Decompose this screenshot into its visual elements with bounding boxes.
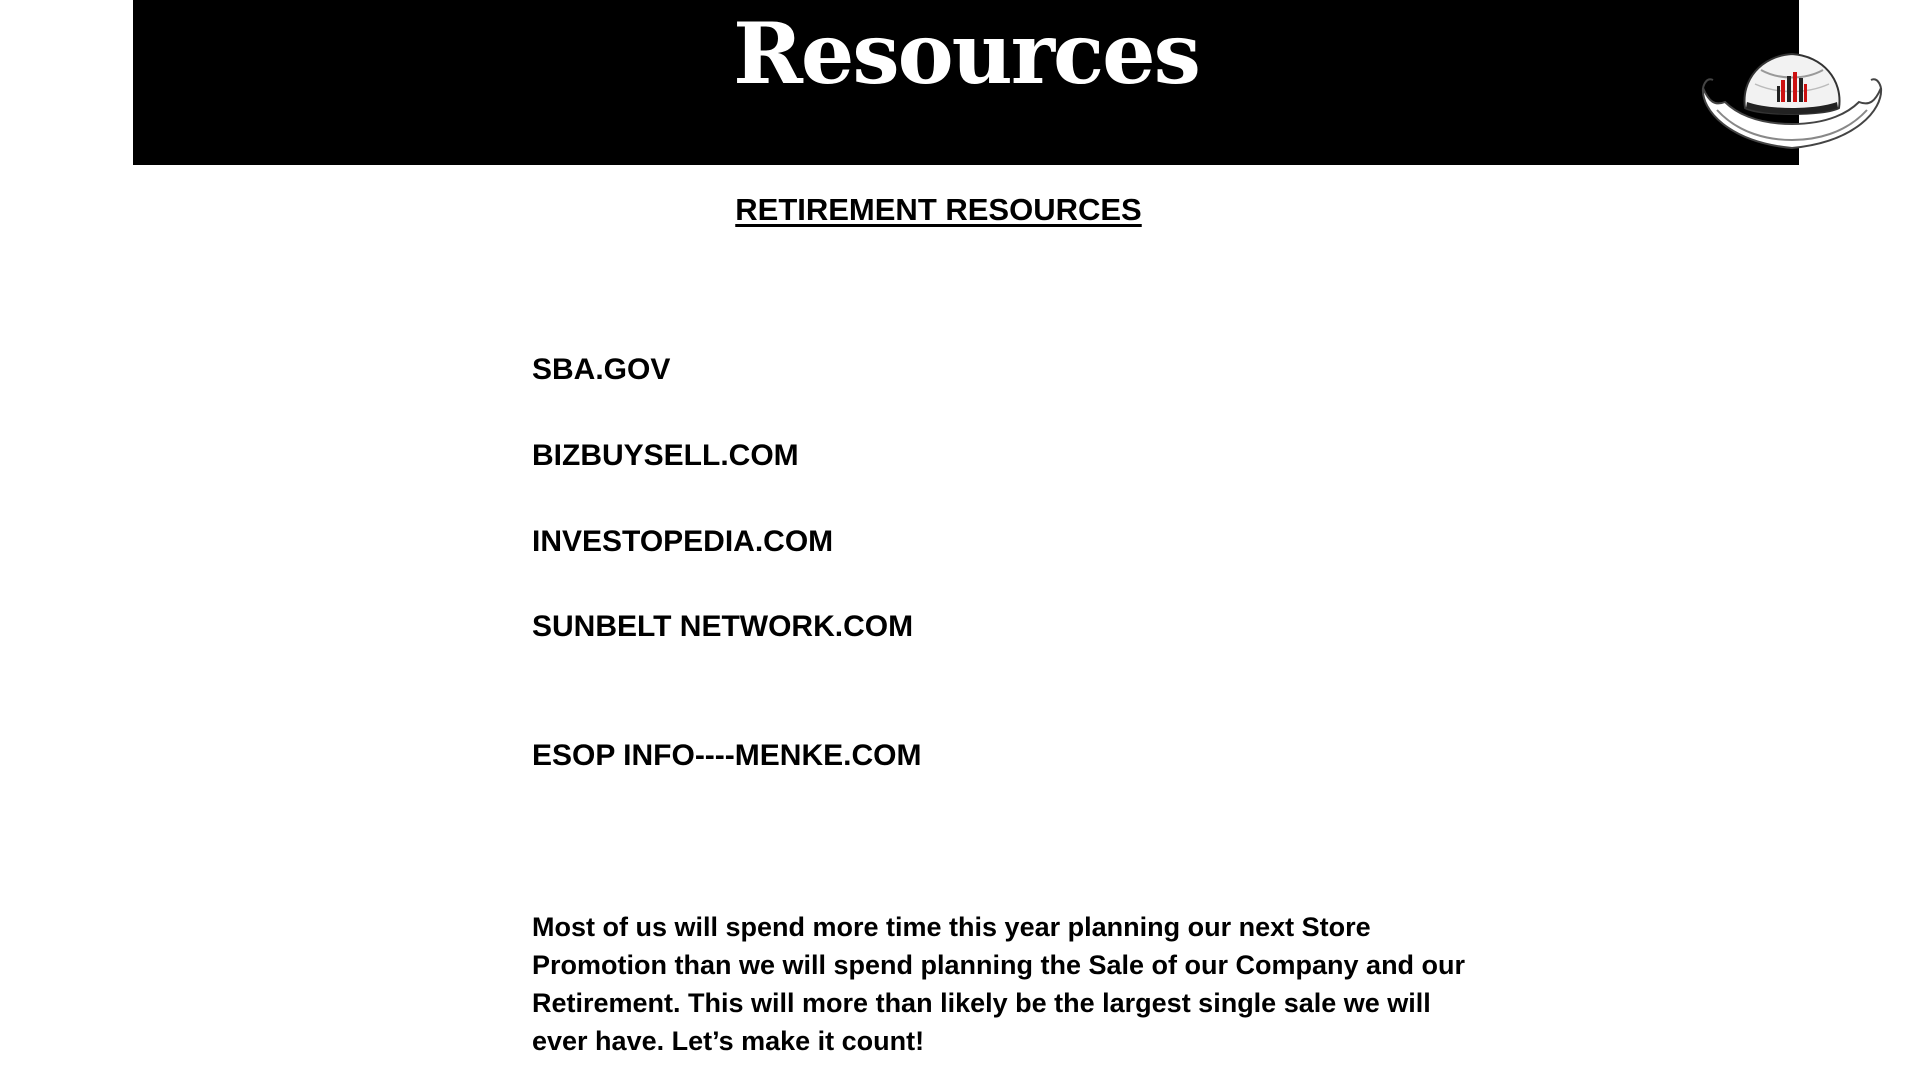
resource-link-esop-menke[interactable]: ESOP INFO----MENKE.COM — [532, 739, 922, 772]
section-heading: RETIREMENT RESOURCES — [735, 192, 1142, 227]
resource-link-bizbuysell[interactable]: BIZBUYSELL.COM — [532, 439, 799, 472]
resource-link-sunbelt[interactable]: SUNBELT NETWORK.COM — [532, 610, 914, 643]
page-title: Resources — [733, 4, 1199, 103]
resource-link-investopedia[interactable]: INVESTOPEDIA.COM — [532, 525, 834, 558]
resource-link-sba[interactable]: SBA.GOV — [532, 353, 671, 386]
header-bar — [133, 0, 1799, 165]
closing-paragraph: Most of us will spend more time this year planning our next Store Promotion than we will spend planning the Sale of our Company and our Retirement. This will more than likely be the largest single sale we will ever have. Let’s make it count! — [532, 912, 1466, 1056]
cowboy-hat-logo-icon — [1699, 50, 1885, 154]
